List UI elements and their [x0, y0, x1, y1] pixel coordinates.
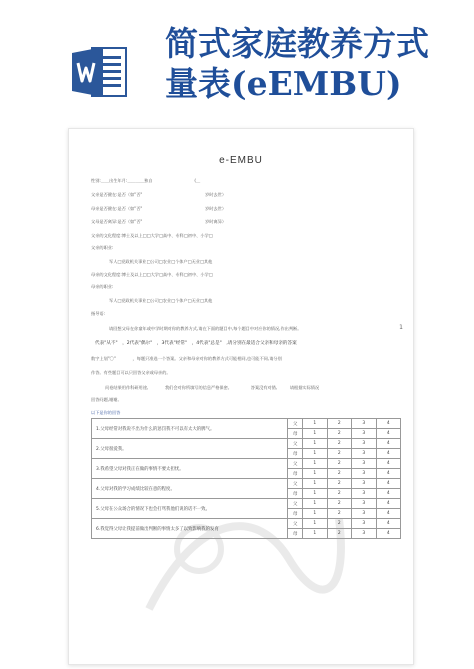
rating-option[interactable]: 4 [376, 479, 401, 489]
title-line-2: 量表(eEMBU) [165, 64, 402, 103]
rating-option[interactable]: 4 [376, 419, 401, 429]
rating-option[interactable]: 1 [303, 519, 327, 529]
page-header [0, 0, 474, 118]
parent-label: 母 [288, 529, 303, 539]
rating-option[interactable]: 1 [303, 459, 327, 469]
rating-option[interactable]: 1 [303, 439, 327, 449]
parent-label: 父 [288, 499, 303, 509]
rating-option[interactable]: 3 [352, 479, 376, 489]
page-title [165, 24, 465, 104]
rating-option[interactable]: 4 [376, 459, 401, 469]
guide-line-2: 数字上划"〇" ，每题只准选一个答案。父亲和母亲对你的教养方式可能相同,也可能不同,请分别 [91, 356, 282, 361]
parent-label: 父 [288, 479, 303, 489]
rating-option[interactable]: 1 [303, 479, 327, 489]
scale-table [91, 418, 401, 539]
parent-label: 母 [288, 489, 303, 499]
rating-option[interactable]: 3 [352, 449, 376, 459]
rating-option[interactable]: 2 [327, 429, 351, 439]
parent-label: 母 [288, 449, 303, 459]
rating-option[interactable]: 2 [327, 479, 351, 489]
rating-option[interactable]: 3 [352, 499, 376, 509]
table-heading: 以下是你的回答 [91, 410, 121, 415]
line-father-alive: 父亲是否健在:是否（如"否" 岁时去世） [91, 192, 227, 197]
rating-option[interactable]: 1 [303, 429, 327, 439]
rating-option[interactable]: 1 [303, 529, 327, 539]
rating-option[interactable]: 2 [327, 499, 351, 509]
rating-option[interactable]: 1 [303, 489, 327, 499]
rating-option[interactable]: 3 [352, 509, 376, 519]
table-row [92, 459, 401, 469]
table-row [92, 479, 401, 489]
rating-option[interactable]: 4 [376, 439, 401, 449]
parent-label: 父 [288, 439, 303, 449]
rating-option[interactable]: 4 [376, 529, 401, 539]
rating-option[interactable]: 1 [303, 499, 327, 509]
rating-option[interactable]: 2 [327, 419, 351, 429]
table-row [92, 439, 401, 449]
rating-option[interactable]: 3 [352, 519, 376, 529]
rating-option[interactable]: 1 [303, 509, 327, 519]
rating-option[interactable]: 2 [327, 509, 351, 519]
item-text: 3.我希望父母对我正在做的事情不要太担忧。 [92, 459, 288, 479]
rating-option[interactable]: 2 [327, 459, 351, 469]
parent-label: 父 [288, 419, 303, 429]
guide-heading: 指导语: [91, 311, 105, 316]
rating-option[interactable]: 4 [376, 449, 401, 459]
line-mother-job: 母亲的职业: [91, 284, 114, 289]
rating-option[interactable]: 3 [352, 459, 376, 469]
rating-option[interactable]: 3 [352, 419, 376, 429]
item-text: 5.父母在公众场合的情况下也会打骂我他们说的话不一致。 [92, 499, 288, 519]
line-father-education: 父亲的文化程度:博士及以上□□大学□高中、专科□初中、小学□ [91, 233, 213, 238]
line-mother-alive: 母亲是否健在:是否（如"否" 岁时去世） [91, 206, 227, 211]
rating-option[interactable]: 2 [327, 489, 351, 499]
parent-label: 母 [288, 429, 303, 439]
rating-option[interactable]: 3 [352, 439, 376, 449]
line-mother-education: 母亲的文化程度:博士及以上□□大学□高中、专科□初中、小学□ [91, 272, 213, 277]
rating-option[interactable]: 2 [327, 439, 351, 449]
rating-option[interactable]: 4 [376, 509, 401, 519]
rating-option[interactable]: 4 [376, 429, 401, 439]
item-text: 4.父母对我的学习成绩比较在意的程度。 [92, 479, 288, 499]
rating-option[interactable]: 1 [303, 449, 327, 459]
guide-line-4: 问卷结果用作科研用途, 我们会对你所填写的信息严格保密。 答案没有对错, 请根据实际情况 [105, 385, 320, 390]
table-row [92, 499, 401, 509]
parent-label: 母 [288, 509, 303, 519]
margin-mark: 1 [399, 324, 403, 331]
document-title: e-EMBU [219, 155, 263, 166]
item-text: 2.父母很爱我。 [92, 439, 288, 459]
line-father-job: 父亲的职业: [91, 245, 114, 250]
rating-option[interactable]: 4 [376, 469, 401, 479]
line-divorce: 父母是否离异:是否（如"否" 岁时离异） [91, 219, 227, 224]
rating-option[interactable]: 2 [327, 519, 351, 529]
rating-option[interactable]: 3 [352, 469, 376, 479]
rating-option[interactable]: 4 [376, 489, 401, 499]
word-document-icon [70, 44, 130, 100]
parent-label: 父 [288, 519, 303, 529]
rating-option[interactable]: 1 [303, 469, 327, 479]
line-father-job-options: 军人□党政机关事业□公司□农业□个体户□无业□其他 [109, 259, 213, 264]
parent-label: 母 [288, 469, 303, 479]
line-basic-info: 性别:＿＿出生年月:＿＿＿＿独自 (＿ [91, 178, 201, 183]
line-mother-job-options: 军人□党政机关事业□公司□农业□个体户□无业□其他 [109, 298, 213, 303]
rating-option[interactable]: 4 [376, 519, 401, 529]
item-text: 1.父母经常对我说不出为什么的惩罚我不可以有太大的脾气。 [92, 419, 288, 439]
guide-line-1: 请回想父母在你童年或中学时期对你的教养方式,请在下面的题目中,每个题目中对应你的情况,作出判断。 [109, 326, 302, 331]
rating-option[interactable]: 2 [327, 449, 351, 459]
parent-label: 父 [288, 459, 303, 469]
table-row [92, 519, 401, 529]
guide-line-3: 作答。有些题目可以只回答父亲或母亲的。 [91, 370, 171, 375]
guide-options-line: 代表"从不" ，2代表"偶尔" ，3代表"经常" ，4代表"总是" ,请分别在最适合父亲和母亲的答案 [95, 341, 297, 346]
item-text: 6.我觉得父母让我提前做出判断的事情太多了以致影响我的发育 [92, 519, 288, 539]
rating-option[interactable]: 2 [327, 469, 351, 479]
document-preview [68, 128, 414, 665]
rating-option[interactable]: 2 [327, 529, 351, 539]
rating-option[interactable]: 3 [352, 429, 376, 439]
guide-line-5: 回答问题,谢谢。 [91, 397, 122, 402]
title-line-1: 简式家庭教养方式 [165, 24, 429, 63]
rating-option[interactable]: 3 [352, 489, 376, 499]
rating-option[interactable]: 4 [376, 499, 401, 509]
table-row [92, 419, 401, 429]
rating-option[interactable]: 1 [303, 419, 327, 429]
rating-option[interactable]: 3 [352, 529, 376, 539]
